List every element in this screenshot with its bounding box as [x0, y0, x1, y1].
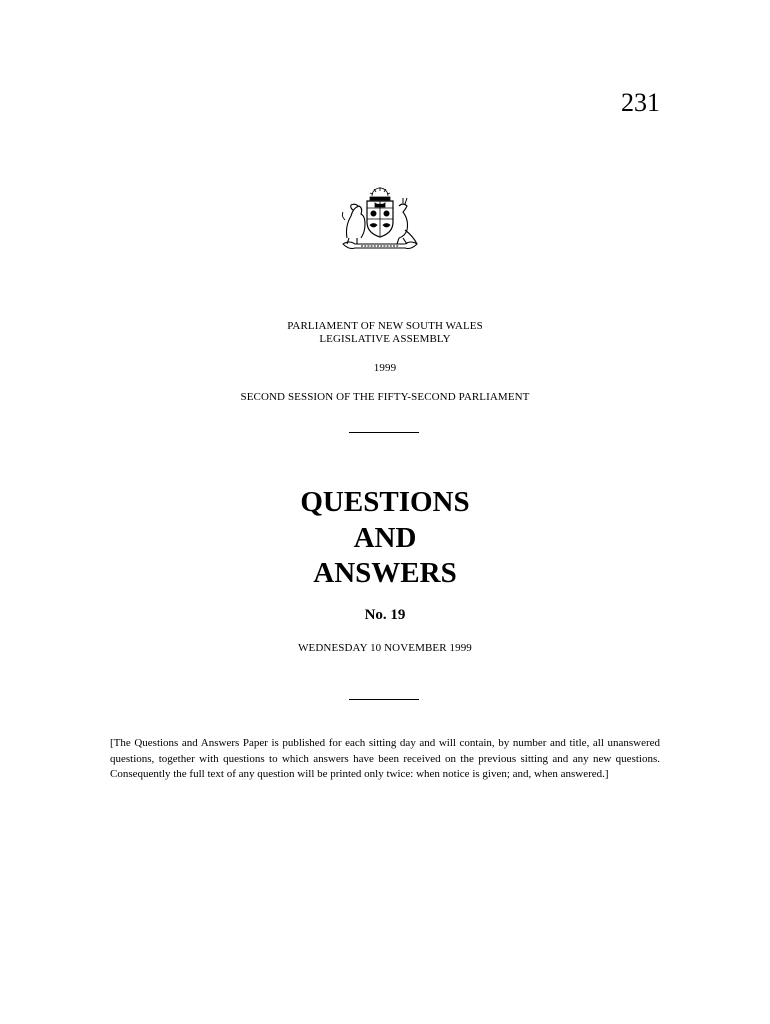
issue-date: WEDNESDAY 10 NOVEMBER 1999: [298, 642, 472, 654]
parliament-name: PARLIAMENT OF NEW SOUTH WALES: [287, 320, 483, 332]
issue-number: No. 19: [364, 607, 406, 623]
title-questions: QUESTIONS: [300, 486, 470, 518]
explanatory-note: [The Questions and Answers Paper is published for each sitting day and will contain, by number and title, all unanswered questions, together with questions to which answers have been received on the previous sitting and any new questions. Consequently the full text of any question will be printed only twice: when notice is given; and, when answered.]: [110, 737, 660, 780]
year: 1999: [373, 362, 397, 374]
session-title: SECOND SESSION OF THE FIFTY-SECOND PARLIAMENT: [240, 391, 530, 403]
title-and: AND: [353, 522, 417, 554]
divider-top: [349, 432, 419, 433]
page-number: 231: [621, 88, 660, 117]
title-answers: ANSWERS: [313, 557, 457, 589]
divider-bottom: [349, 699, 419, 700]
nsw-coat-of-arms-icon: [339, 186, 421, 252]
house-name: LEGISLATIVE ASSEMBLY: [319, 333, 451, 345]
